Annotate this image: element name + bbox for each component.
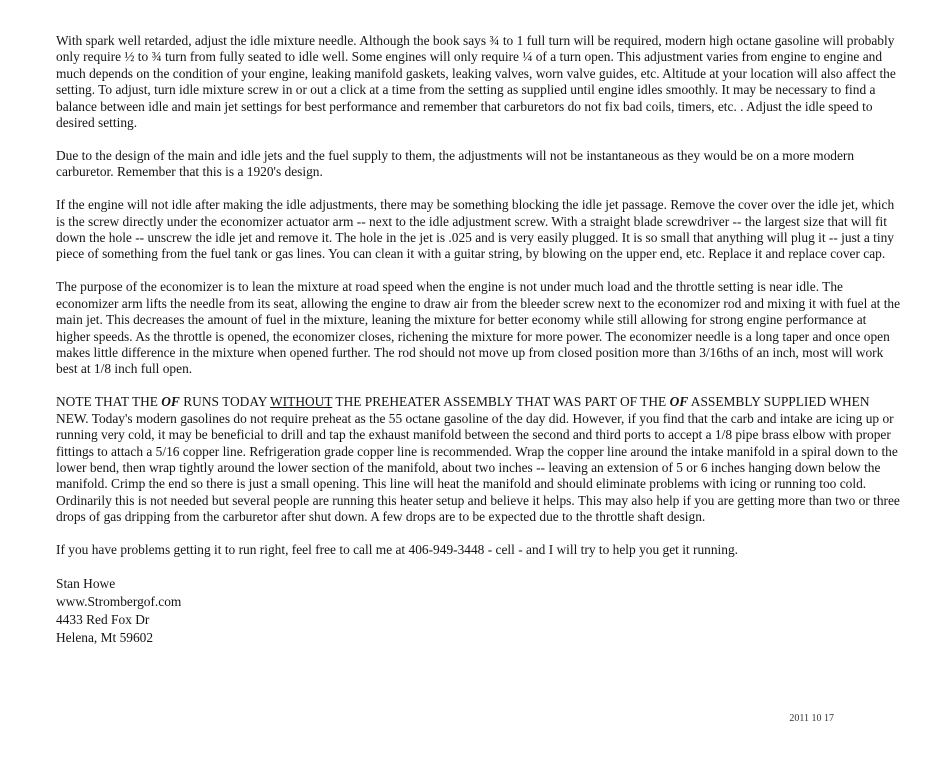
author-name: Stan Howe bbox=[56, 575, 116, 591]
paragraph-contact: If you have problems getting it to run right, feel free to call me at 406-949-3448 - cell - and I will try to help you get it running. bbox=[56, 542, 739, 558]
paragraph-idle-mixture: With spark well retarded, adjust the idle mixture needle. Although the book says ¾ to 1 full turn will be required, modern high octane gasoline will probably only require ½ to ¾ turn from fully seated to idle well. Some engines will only require ¼ of a turn open. This adjustment varies from engine to engine and much depends on the condition of your engine, leaking manifold gaskets, leaking valves, worn valve guides, etc. Altitude at your location will also affect the setting. To adjust, turn idle mixture screw in or out a click at a time from the setting as supplied until engine idles smoothly. It may be necessary to find a balance between idle and main jet settings for best performance and remember that carburetors do not fix bad coils, timers, etc. . Adjust the idle speed to desired setting. bbox=[56, 33, 896, 131]
document-body bbox=[56, 33, 902, 647]
paragraph-economizer: The purpose of the economizer is to lean the mixture at road speed when the engine is not under much load and the throttle setting is near idle. The economizer arm lifts the needle from its seat, allowing the engine to draw air from the bleeder screw next to the economizer rod and mixing it with fuel at the main jet. This decreases the amount of fuel in the mixture, leaning the mixture for better economy while still allowing for strong engine performance at higher speeds. As the throttle is opened, the economizer closes, richening the mixture for more power. The economizer needle is a long taper and once open makes little difference in the mixture when opened further. The rod should not move up from closed position more than 3/16ths of an inch, most will work best at 1/8 inch full open. bbox=[56, 279, 901, 377]
note-without-underline: WITHOUT bbox=[270, 394, 333, 410]
paragraph-preheater-note bbox=[56, 394, 902, 525]
paragraph-jet-design: Due to the design of the main and idle jets and the fuel supply to them, the adjustments will not be instantaneous as they would be on a more modern carburetor. Remember that this is a 1920's design. bbox=[56, 147, 855, 180]
note-text-a: NOTE THAT THE bbox=[56, 394, 162, 410]
author-city: Helena, Mt 59602 bbox=[56, 629, 154, 645]
paragraph-idle-jet-cleaning: If the engine will not idle after making the idle adjustments, there may be something blocking the idle jet passage. Remove the cover over the idle jet, which is the screw directly under the economizer actuator arm -- next to the idle adjustment screw. With a straight blade screwdriver -- the largest size that will fit down the hole -- unscrew the idle jet and remove it. The hole in the jet is .025 and is very easily plugged. It is so small that anything will plug it -- just a tiny piece of something from the fuel tank or gas lines. You can clean it with a guitar string, by blowing on the upper end, etc. Replace it and replace cover cap. bbox=[56, 197, 895, 262]
author-street: 4433 Red Fox Dr bbox=[56, 611, 150, 627]
note-of-emphasis-2: OF bbox=[669, 394, 689, 410]
author-website: www.Strombergof.com bbox=[56, 593, 182, 609]
note-text-c: THE PREHEATER ASSEMBLY THAT WAS PART OF THE bbox=[332, 394, 670, 410]
note-text-b: RUNS TODAY bbox=[179, 394, 271, 410]
signature-block bbox=[56, 575, 902, 647]
document-date: 2011 10 17 bbox=[789, 713, 834, 724]
note-of-emphasis-1: OF bbox=[161, 394, 180, 410]
note-text-d: ASSEMBLY SUPPLIED WHEN NEW. Today's modern gasolines do not require preheat as the 55 octane gasoline of the day did. However, if you find that the carb and intake are icing up or running very cold, it may be beneficial to drill and tap the exhaust manifold between the second and third ports to accept a 1/8 pipe brass elbow with proper fittings to attach a 5/16 copper line. Refrigeration grade copper line is recommended. Wrap the copper line around the intake manifold in a spiral down to the lower bend, then wrap tightly around the lower section of the manifold, about two inches -- leaving an extension of 5 or 6 inches hanging down below the manifold. Crimp the end so there is just a small opening. This line will heat the manifold and should eliminate problems with icing or running too cold. Ordinarily this is not needed but several people are running this heater setup and believe it helps. This may also help if you are getting more than two or three drops of gas dripping from the carburetor after shut down. A few drops are to be expected due to the throttle shaft design. bbox=[56, 394, 900, 525]
